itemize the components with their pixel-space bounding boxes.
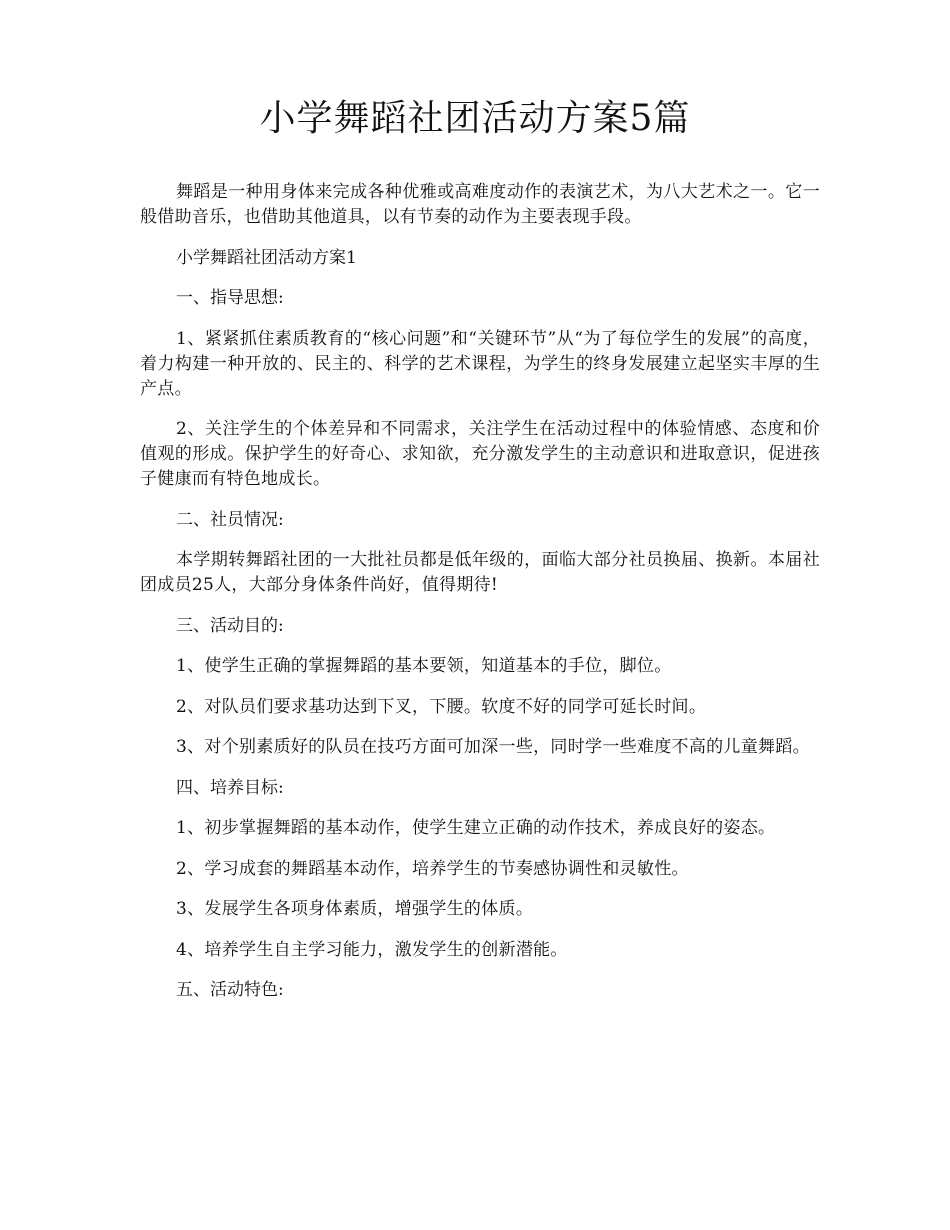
paragraph-purpose-1: 1、使学生正确的掌握舞蹈的基本要领，知道基本的手位，脚位。 <box>176 656 672 676</box>
paragraph-purpose-3: 3、对个别素质好的队员在技巧方面可加深一些，同时学一些难度不高的儿童舞蹈。 <box>176 737 810 757</box>
paragraph-goal-1: 1、初步掌握舞蹈的基本动作，使学生建立正确的动作技术，养成良好的姿态。 <box>176 818 776 838</box>
paragraph-ideology-1: 1、紧紧抓住素质教育的“核心问题”和“关键环节”从“为了每位学生的发展”的高度，着力构建一种开放的、民主的、科学的艺术课程，为学生的终身发展建立起坚实丰厚的生产点。 <box>140 328 820 399</box>
section-heading-member-status: 二、社员情况: <box>176 509 284 530</box>
document-body <box>140 180 820 1019</box>
paragraph-goal-2: 2、学习成套的舞蹈基本动作，培养学生的节奏感协调性和灵敏性。 <box>176 858 689 879</box>
paragraph-purpose-2: 2、对队员们要求基功达到下叉，下腰。软度不好的同学可延长时间。 <box>176 696 707 717</box>
section-heading-training-goals: 四、培养目标: <box>176 777 284 798</box>
document-title: 小学舞蹈社团活动方案5篇 <box>259 98 691 139</box>
intro-paragraph: 舞蹈是一种用身体来完成各种优雅或高难度动作的表演艺术，为八大艺术之一。它一般借助音乐，也借助其他道具，以有节奏的动作为主要表现手段。 <box>140 182 820 227</box>
section-heading-activity-features: 五、活动特色: <box>176 980 284 1000</box>
paragraph-member-status: 本学期转舞蹈社团的一大批社员都是低年级的，面临大部分社员换届、换新。本届社团成员25人，大部分身体条件尚好，值得期待! <box>140 550 820 595</box>
paragraph-ideology-2: 2、关注学生的个体差异和不同需求，关注学生在活动过程中的体验情感、态度和价值观的形成。保护学生的好奇心、求知欲，充分激发学生的主动意识和进取意识，促进孩子健康而有特色地成长。 <box>140 419 820 489</box>
section-heading-plan-1: 小学舞蹈社团活动方案1 <box>176 247 357 268</box>
section-heading-guiding-ideology: 一、指导思想: <box>176 288 284 308</box>
section-heading-activity-purpose: 三、活动目的: <box>176 615 284 636</box>
paragraph-goal-3: 3、发展学生各项身体素质，增强学生的体质。 <box>176 899 534 919</box>
paragraph-goal-4: 4、培养学生自主学习能力，激发学生的创新潜能。 <box>176 939 568 960</box>
